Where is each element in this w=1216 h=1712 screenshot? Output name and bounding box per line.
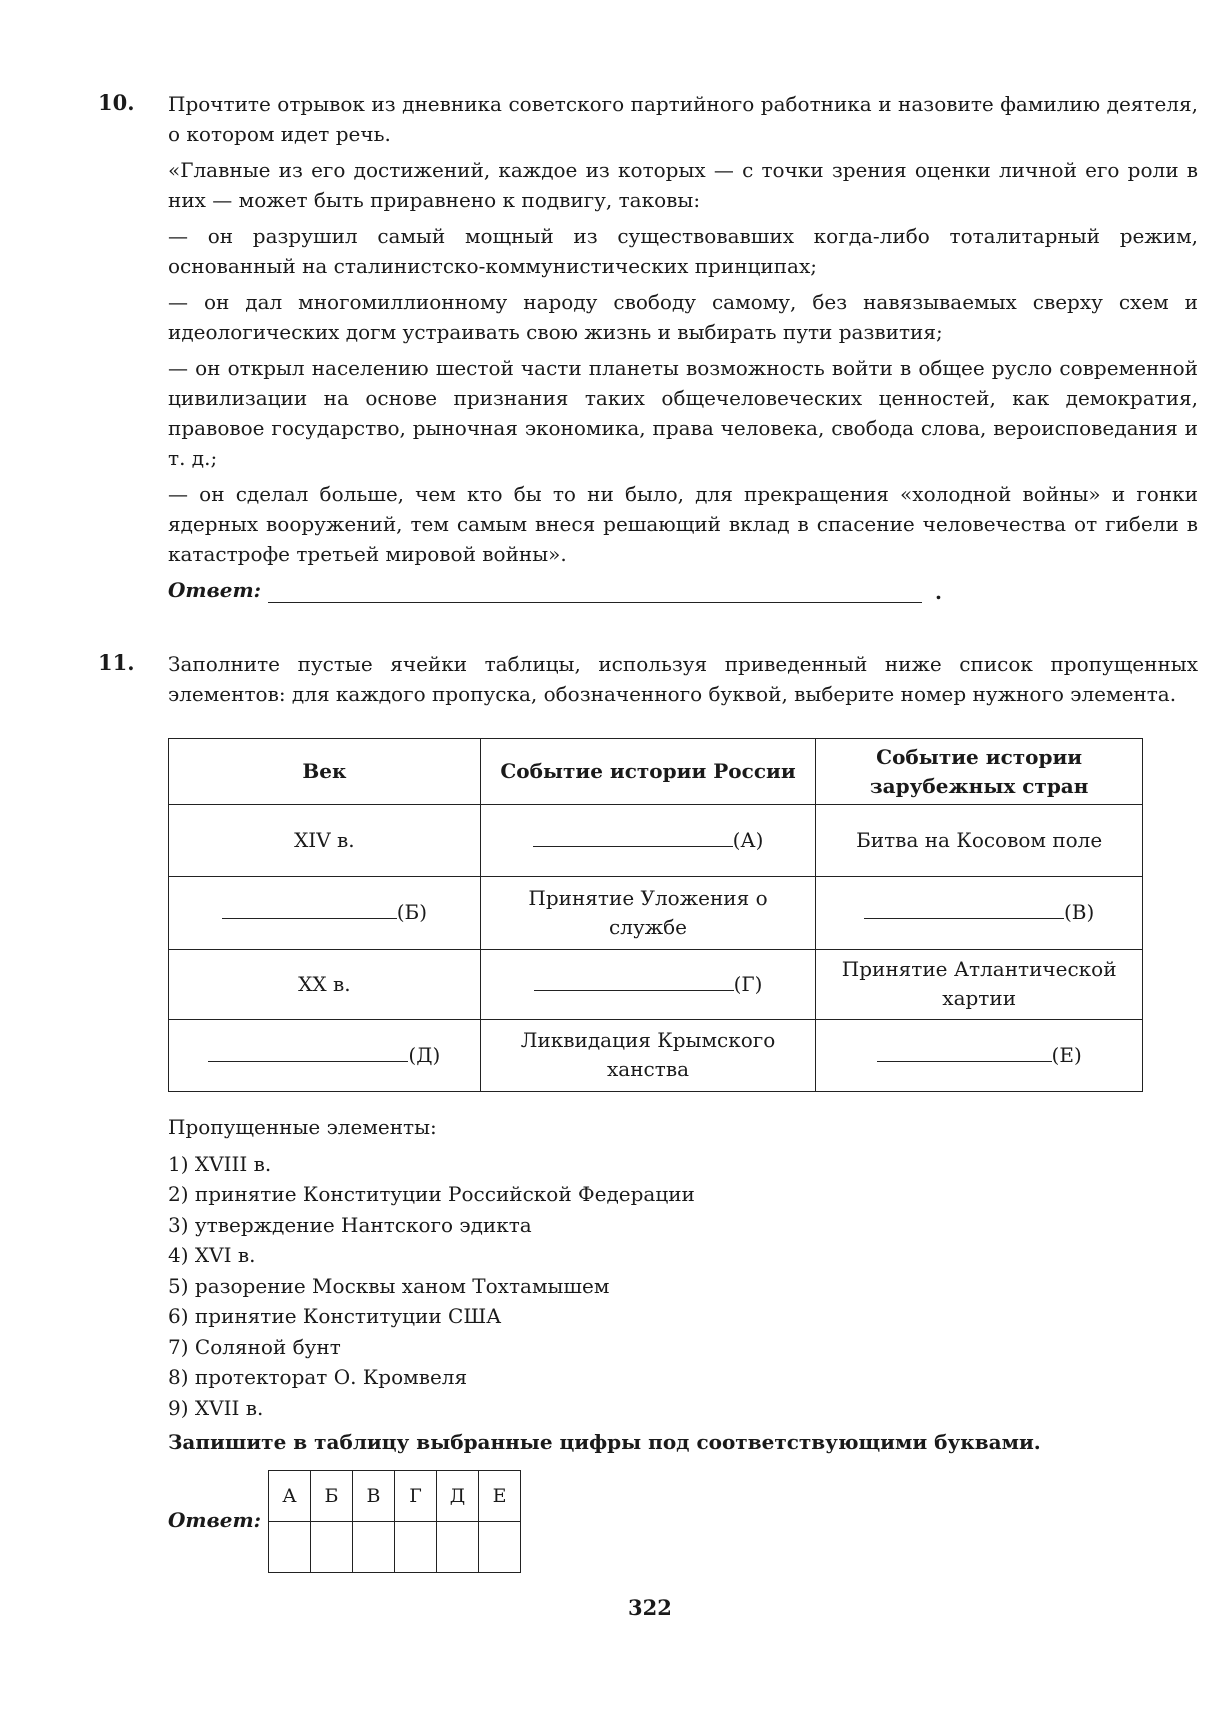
cell-blank-a[interactable] — [480, 805, 816, 877]
list-item: 8) протекторат О. Кромвеля — [168, 1365, 468, 1389]
list-item: 9) XVII в. — [168, 1395, 264, 1420]
header-foreign: Событие истории зарубежных стран — [816, 739, 1143, 805]
answer-letter: Д — [437, 1471, 479, 1522]
answer-cell[interactable] — [311, 1522, 353, 1573]
quote-paragraph: — он дал многомиллионному народу свободу самому, без навязываемых сверху схем и идеологических догм устраивать свою жизнь и выбирать пути развития; — [168, 290, 1198, 344]
list-item: 3) утверждение Нантского эдикта — [168, 1212, 532, 1237]
cell-russia-event: Ликвидация Крымского ханства — [480, 1019, 816, 1091]
quote-paragraph: — он сделал больше, чем кто бы то ни было, для прекращения «холодной войны» и гонки ядерных вооружений, тем самым внеся решающий вклад в спасение человечества от гибели в катастрофе третьей мировой войны». — [168, 482, 1198, 566]
list-item: 6) принятие Конституции США — [168, 1304, 502, 1328]
blank-label: (Е) — [1051, 1042, 1082, 1067]
question-11-answer-label: Ответ: — [168, 1508, 261, 1532]
cell-blank-v[interactable] — [816, 877, 1143, 949]
quote-paragraph: — он разрушил самый мощный из существовавших когда-либо тоталитарный режим, основанный на сталинистско-коммунистических принципах; — [168, 224, 1198, 278]
blank-label: (Г) — [733, 971, 763, 996]
answer-letter: Б — [311, 1471, 353, 1522]
list-item: 2) принятие Конституции Российской Федерации — [168, 1182, 695, 1206]
question-11-body — [168, 649, 1198, 709]
instruction: Запишите в таблицу выбранные цифры под соответствующими буквами. — [168, 1430, 1041, 1454]
cell-blank-b[interactable] — [169, 877, 481, 949]
answer-letter: В — [353, 1471, 395, 1522]
header-russia: Событие истории России — [480, 739, 816, 805]
cell-century: XIV в. — [169, 805, 481, 877]
answer-letter: Е — [479, 1471, 521, 1522]
list-title: Пропущенные элементы: — [168, 1115, 437, 1139]
answer-cell[interactable] — [395, 1522, 437, 1573]
question-10-answer-period: . — [935, 580, 942, 604]
blank-label: (А) — [732, 828, 764, 853]
events-table — [168, 738, 1143, 1092]
cell-blank-d[interactable] — [169, 1019, 481, 1091]
quote-paragraph: — он открыл населению шестой части планеты возможность войти в общее русло современной цивилизации на основе признания таких общечеловеческих ценностей, как демократия, правовое государство, рыночная экономика, права человека, свобода слова, вероисповедания и т. д.; — [168, 356, 1198, 470]
cell-blank-g[interactable] — [480, 949, 816, 1019]
answer-cell[interactable] — [353, 1522, 395, 1573]
header-century: Век — [169, 739, 481, 805]
answer-grid — [268, 1470, 521, 1573]
blank-label: (Б) — [396, 900, 427, 925]
cell-foreign-event: Принятие Атлантической хартии — [816, 949, 1143, 1019]
answer-cell[interactable] — [479, 1522, 521, 1573]
question-10-prompt: Прочтите отрывок из дневника советского партийного работника и назовите фамилию деятеля, о котором идет речь. — [168, 92, 1198, 146]
blank-label: (Д) — [408, 1042, 441, 1067]
question-11-prompt: Заполните пустые ячейки таблицы, используя приведенный ниже список пропущенных элементов: для каждого пропуска, обозначенного буквой, выберите номер нужного элемента. — [168, 652, 1198, 706]
question-10-answer-label: Ответ: — [168, 578, 261, 602]
list-item: 7) Соляной бунт — [168, 1334, 341, 1359]
answer-letter: Г — [395, 1471, 437, 1522]
answer-cell[interactable] — [437, 1522, 479, 1573]
cell-blank-e[interactable] — [816, 1019, 1143, 1091]
question-10-body — [168, 89, 1198, 569]
list-item: 4) XVI в. — [168, 1243, 256, 1267]
question-10-number: 10. — [98, 90, 135, 115]
question-11-number: 11. — [98, 650, 135, 675]
list-item: 5) разорение Москвы ханом Тохтамышем — [168, 1273, 610, 1298]
quote-paragraph: «Главные из его достижений, каждое из которых — с точки зрения оценки личной его роли в них — может быть приравнено к подвигу, таковы: — [168, 158, 1198, 212]
page-number: 322 — [628, 1595, 672, 1620]
question-10-answer-field[interactable] — [268, 602, 922, 603]
answer-letter: А — [269, 1471, 311, 1522]
missing-elements-list — [168, 1112, 1168, 1423]
cell-foreign-event: Битва на Косовом поле — [816, 805, 1143, 877]
answer-cell[interactable] — [269, 1522, 311, 1573]
blank-label: (В) — [1064, 900, 1095, 925]
cell-russia-event: Принятие Уложения о службе — [480, 877, 816, 949]
list-item: 1) XVIII в. — [168, 1151, 272, 1176]
cell-century: XX в. — [169, 949, 481, 1019]
